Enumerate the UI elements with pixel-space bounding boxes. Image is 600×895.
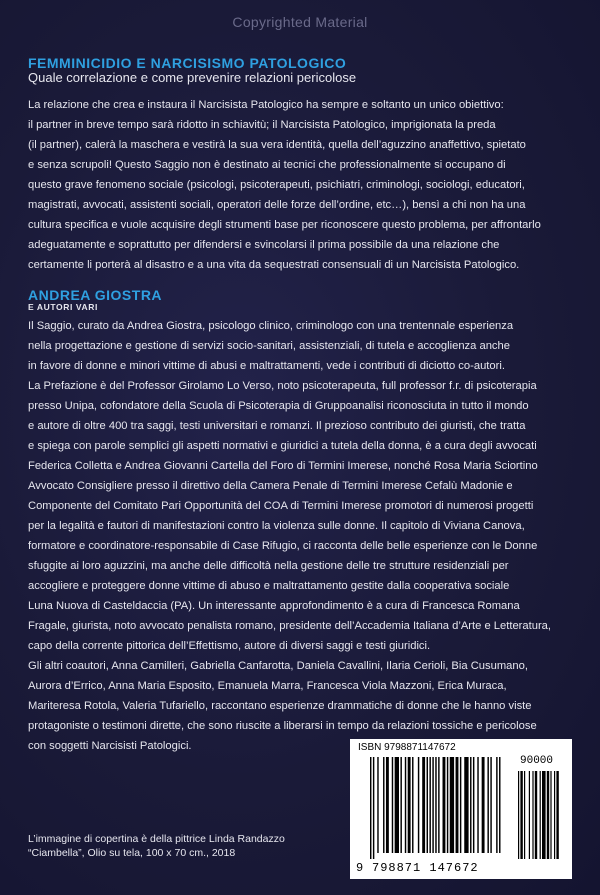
barcode-bar — [477, 757, 478, 853]
isbn-label: ISBN 9798871147672 — [358, 742, 456, 753]
barcode-bar — [373, 757, 374, 859]
ean-barcode-bars — [370, 757, 510, 861]
barcode-bar — [392, 757, 393, 853]
barcode-bar — [490, 757, 491, 853]
authors-line: e autore di oltre 400 tra saggi, testi universitari e romanzi. Il prezioso contributo dei giuristi, che tratta — [28, 420, 526, 432]
authors-line: sfuggite ai loro aguzzini, ma anche delle difficoltà nella gestione delle tre strutture residenziali per — [28, 560, 509, 572]
barcode-bar — [487, 757, 488, 853]
authors-line: Mariteresa Rotola, Valeria Tufariello, raccontano esperienze drammatiche di donne che le hanno viste — [28, 700, 532, 712]
authors-line: accogliere e proteggere donne vittime di abuso e maltrattamento gestite dalla cooperativa sociale — [28, 580, 510, 592]
barcode-bar — [432, 757, 433, 853]
barcode-bar — [482, 757, 485, 853]
barcode-bar — [496, 757, 497, 853]
synopsis-line: magistrati, avvocati, assistenti sociali, operatori delle forze dell’ordine, etc…), bensì a chi non ha una — [28, 199, 526, 211]
barcode-bar — [412, 757, 413, 853]
authors-line: La Prefazione è del Professor Girolamo Lo Verso, noto psicoterapeuta, full professor f.r. di psicoterapia — [28, 380, 537, 392]
barcode-bar — [540, 771, 541, 859]
price-barcode-bars — [518, 771, 564, 861]
barcode-bar — [418, 757, 419, 853]
barcode-bar — [535, 771, 537, 859]
authors-line: Federica Colletta e Andrea Giovanni Cartella del Foro di Termini Imerese, nonché Rosa Maria Sciortino — [28, 460, 538, 472]
ean-first-digit: 9 — [356, 861, 364, 875]
barcode-bar — [532, 771, 533, 859]
isbn-barcode — [350, 739, 572, 879]
authors-line: Aurora d’Errico, Anna Maria Esposito, Emanuela Marra, Francesca Viola Mazzoni, Erica Muraca, — [28, 680, 507, 692]
authors-line: formatore e coordinatore-responsabile di Case Rifugio, ci racconta delle belle esperienze con le Donne — [28, 540, 538, 552]
barcode-bar — [377, 757, 378, 853]
barcode-bar — [395, 757, 399, 853]
book-subtitle: Quale correlazione e come prevenire relazioni pericolose — [28, 70, 357, 85]
authors-line: protagoniste o testimoni dirette, che sono riuscite a liberarsi in tempo da relazioni tossiche e pericolose — [28, 720, 537, 732]
authors-line: e spiega con parole semplici gli aspetti normativi e giuridici a tutela della donna, è a cura degli avvocati — [28, 440, 537, 452]
synopsis-paragraph — [28, 95, 576, 275]
barcode-bar — [443, 757, 446, 853]
copyright-watermark: Copyrighted Material — [232, 14, 368, 30]
synopsis-line: cultura specifica e vuole acquisire degli strumenti base per riconoscere questo problema, per affrontarlo — [28, 219, 541, 231]
barcode-bar — [556, 771, 558, 859]
barcode-bar — [405, 757, 406, 853]
authors-line: Fragale, giurista, noto avvocato penalista romano, presidente dell’Accademia Italiana d’Arte e Letteratura, — [28, 620, 552, 632]
barcode-bar — [447, 757, 448, 853]
barcode-bar — [422, 757, 425, 853]
barcode-bar — [408, 757, 411, 853]
synopsis-line: e senza scrupoli! Questo Saggio non è destinato ai tecnici che professionalmente si occupano di — [28, 159, 506, 171]
credits-line-artwork: “Ciambella”, Olio su tela, 100 x 70 cm., 2018 — [28, 847, 236, 859]
authors-line: in favore di donne e minori vittime di abusi e maltrattamenti, vede i contributi di diciotto co-autori. — [28, 360, 505, 372]
authors-line: nella progettazione e gestione di servizi socio-sanitari, assistenziali, di tutela e accoglienza anche — [28, 340, 510, 352]
authors-line: Il Saggio, curato da Andrea Giostra, psicologo clinico, criminologo con una trentennale esperienza — [28, 320, 514, 332]
barcode-bar — [550, 771, 551, 859]
authors-line: per la legalità e fautori di manifestazioni contro la violenza sulle donne. Il capitolo di Viviana Canova, — [28, 520, 525, 532]
ean-digits: 798871 147672 — [372, 861, 479, 875]
credits-line-artist: L’immagine di copertina è della pittrice Linda Randazzo — [28, 833, 285, 845]
authors-line: Gli altri coautori, Anna Camilleri, Gabriella Canfarotta, Daniela Cavallini, Ilaria Cerioli, Bia Cusumano, — [28, 660, 528, 672]
barcode-bar — [450, 757, 454, 853]
synopsis-line: La relazione che crea e instaura il Narcisista Patologico ha sempre e soltanto un unico obiettivo: — [28, 99, 504, 111]
barcode-bar — [435, 757, 436, 853]
barcode-bar — [518, 771, 519, 859]
authors-line: Avvocato Consigliere presso il direttivo della Camera Penale di Termini Imerese Cefalù Madonie e — [28, 480, 513, 492]
barcode-bar — [429, 757, 430, 853]
barcode-bar — [520, 771, 522, 859]
authors-line: presso Unipa, cofondatore della Scuola di Psicoterapia di Gruppoanalisi riconosciuta in tutto il mondo — [28, 400, 529, 412]
synopsis-line: certamente li porterà al disastro e a una vita da sequestrati consensuali di un Narcisista Patologico. — [28, 259, 520, 271]
barcode-bar — [370, 757, 371, 859]
synopsis-line: (il partner), calerà la maschera e vestirà la sua vera identità, quella dell’aguzzino anaffettivo, spietato — [28, 139, 526, 151]
author-name: ANDREA GIOSTRA — [28, 287, 163, 303]
barcode-bar — [524, 771, 525, 859]
barcode-bar — [499, 757, 500, 853]
barcode-bar — [473, 757, 474, 853]
authors-line: Componente del Comitato Pari Opportunità del COA di Termini Imerese promotori di numerosi progetti — [28, 500, 534, 512]
synopsis-line: il partner in breve tempo sarà ridotto in schiavitù; il Narcisista Patologico, imprigionata la preda — [28, 119, 496, 131]
authors-line: Luna Nuova di Casteldaccia (PA). Un interessante approfondimento è a cura di Francesca Romana — [28, 600, 520, 612]
barcode-bar — [464, 757, 468, 853]
barcode-bar — [383, 757, 384, 853]
barcode-bar — [400, 757, 401, 853]
barcode-bar — [456, 757, 459, 853]
barcode-bar — [427, 757, 428, 853]
synopsis-line: questo grave fenomeno sociale (psicologi, psicoterapeuti, psichiatri, criminologi, sociologi, educatori, — [28, 179, 525, 191]
author-subtitle: E AUTORI VARI — [28, 302, 98, 312]
barcode-bar — [529, 771, 530, 859]
barcode-bar — [438, 757, 439, 853]
barcode-bar — [470, 757, 471, 853]
authors-line: con soggetti Narcisisti Patologici. — [28, 740, 192, 752]
cover-credits — [28, 832, 285, 860]
synopsis-line: adeguatamente e soprattutto per difendersi e svincolarsi il prima possibile da una relazione che — [28, 239, 500, 251]
book-title: FEMMINICIDIO E NARCISISMO PATOLOGICO — [28, 55, 347, 71]
price-code: 90000 — [520, 755, 554, 767]
barcode-bar — [554, 771, 555, 859]
barcode-bar — [542, 771, 546, 859]
barcode-bar — [547, 771, 549, 859]
authors-line: capo della corrente pittorica dell’Effettismo, autore di diversi saggi e testi giuridici. — [28, 640, 431, 652]
barcode-bar — [386, 757, 389, 853]
barcode-bar — [460, 757, 461, 853]
authors-paragraph — [28, 316, 576, 756]
